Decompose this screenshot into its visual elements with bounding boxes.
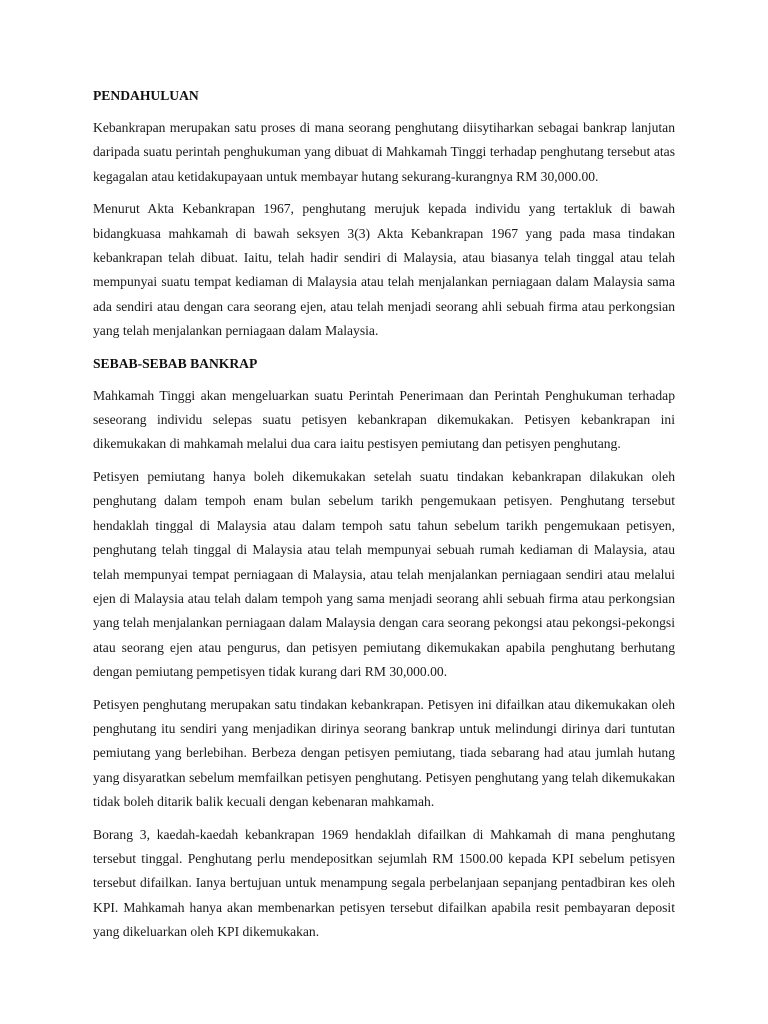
section-sebab-sebab-bankrap — [93, 352, 675, 945]
section-heading: PENDAHULUAN — [93, 88, 199, 103]
paragraph: Petisyen pemiutang hanya boleh dikemukakan setelah suatu tindakan kebankrapan dilakukan oleh penghutang dalam tempoh enam bulan sebelum tarikh pengemukaan petisyen. Penghutang tersebut hendaklah tinggal di Malaysia atau dalam tempoh satu tahun sebelum tarikh pengemukaan petisyen, penghutang telah tinggal di Malaysia atau telah mempunyai sebuah rumah kediaman di Malaysia, atau telah mempunyai tempat perniagaan di Malaysia, atau telah menjalankan perniagaan sendiri atau melalui ejen di Malaysia atau telah dalam tempoh yang sama menjadi seorang ahli sebuah firma atau perkongsian yang telah menjalankan perniagaan dalam Malaysia dengan cara seorang pekongsi atau pekongsi-pekongsi atau seorang ejen atau pengurus, dan petisyen pemiutang dikemukakan apabila penghutang berhutang dengan pemiutang pempetisyen tidak kurang dari RM 30,000.00. — [93, 468, 675, 680]
paragraph: Mahkamah Tinggi akan mengeluarkan suatu Perintah Penerimaan dan Perintah Penghukuman terhadap seseorang individu selepas suatu petisyen kebankrapan dikemukakan. Petisyen kebankrapan ini dikemukakan di mahkamah melalui dua cara iaitu pestisyen pemiutang dan petisyen penghutang. — [93, 387, 675, 452]
paragraph: Menurut Akta Kebankrapan 1967, penghutang merujuk kepada individu yang tertakluk di bawah bidangkuasa mahkamah di bawah seksyen 3(3) Akta Kebankrapan 1967 yang pada masa tindakan kebankrapan telah dibuat. Iaitu, telah hadir sendiri di Malaysia, atau biasanya telah tinggal atau telah mempunyai suatu tempat kediaman di Malaysia atau telah menjalankan perniagaan dalam Malaysia sama ada sendiri atau dengan cara seorang ejen, atau telah menjadi seorang ahli sebuah firma atau perkongsian yang telah menjalankan perniagaan dalam Malaysia. — [93, 201, 675, 339]
section-pendahuluan — [93, 84, 675, 344]
paragraph: Kebankrapan merupakan satu proses di mana seorang penghutang diisytiharkan sebagai bankrap lanjutan daripada suatu perintah penghukuman yang dibuat di Mahkamah Tinggi terhadap penghutang tersebut atas kegagalan atau ketidakupayaan untuk membayar hutang sekurang-kurangnya RM 30,000.00. — [93, 120, 675, 184]
paragraph: Borang 3, kaedah-kaedah kebankrapan 1969 hendaklah difailkan di Mahkamah di mana penghutang tersebut tinggal. Penghutang perlu mendepositkan sejumlah RM 1500.00 kepada KPI sebelum petisyen tersebut difailkan. Ianya bertujuan untuk menampung segala perbelanjaan sepanjang pentadbiran kes oleh KPI. Mahkamah hanya akan membenarkan petisyen tersebut difailkan apabila resit pembayaran deposit yang dikeluarkan oleh KPI dikemukakan. — [93, 826, 675, 940]
section-heading: SEBAB-SEBAB BANKRAP — [93, 355, 258, 371]
document-body — [93, 84, 675, 953]
paragraph: Petisyen penghutang merupakan satu tindakan kebankrapan. Petisyen ini difailkan atau dikemukakan oleh penghutang itu sendiri yang menjadikan dirinya seorang bankrap untuk melindungi dirinya dari tuntutan pemiutang yang berlebihan. Berbeza dengan petisyen pemiutang, tiada sebarang had atau jumlah hutang yang disyaratkan sebelum memfailkan petisyen penghutang. Petisyen penghutang yang telah dikemukakan tidak boleh ditarik balik kecuali dengan kebenaran mahkamah. — [93, 696, 675, 810]
